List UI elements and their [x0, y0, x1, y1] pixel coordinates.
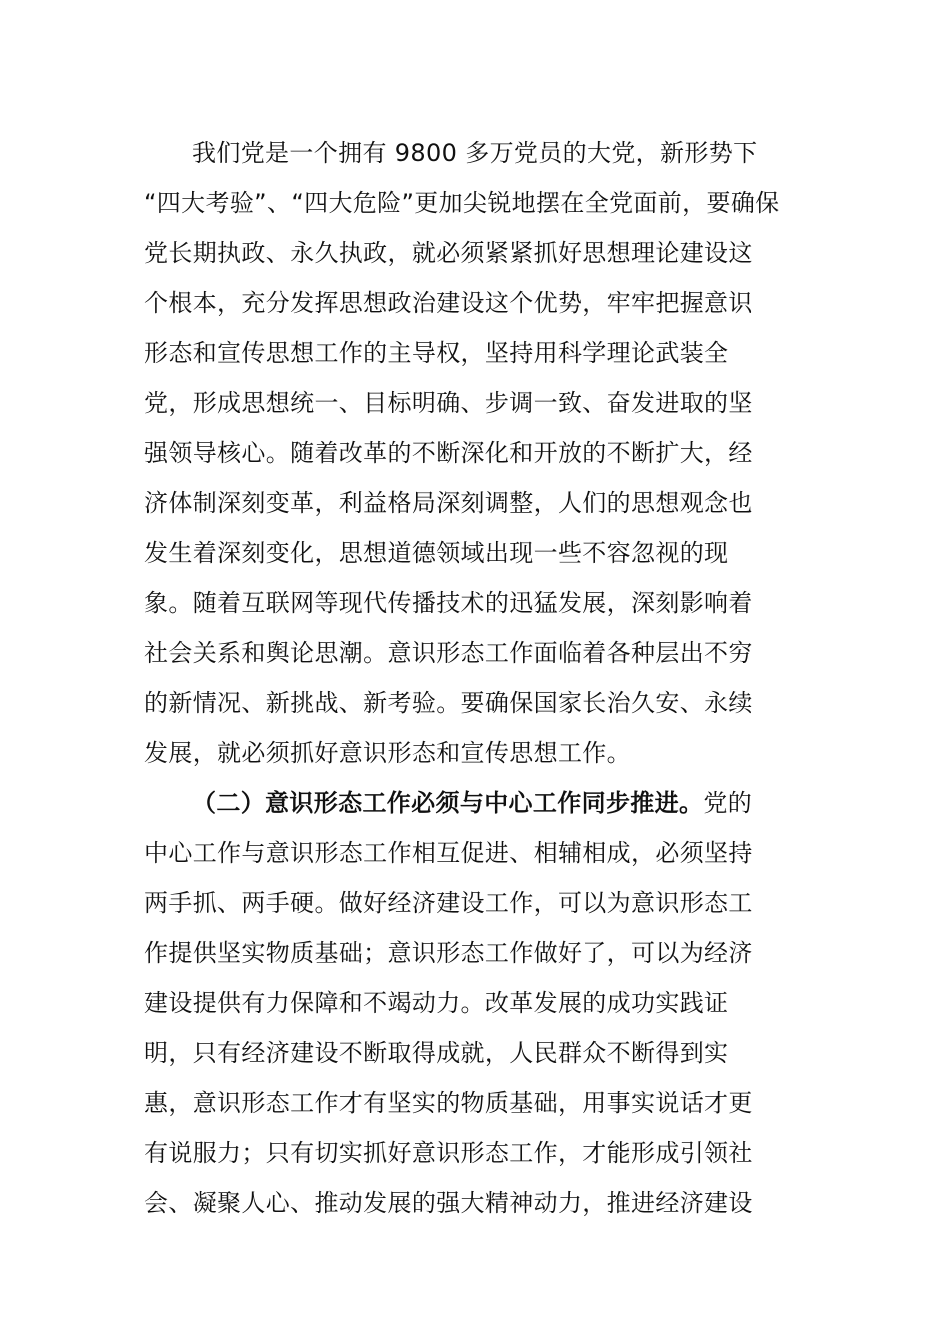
- document-body: [144, 128, 808, 1228]
- text-line: 建设提供有力保障和不竭动力。改革发展的成功实践证: [144, 989, 729, 1017]
- text-line: 象。随着互联网等现代传播技术的迅猛发展，深刻影响着: [144, 589, 753, 617]
- paragraph-2: [144, 778, 808, 1228]
- text-line: 有说服力；只有切实抓好意识形态工作，才能形成引领社: [144, 1139, 753, 1167]
- text-line: [144, 778, 808, 828]
- text-line: 强领导核心。随着改革的不断深化和开放的不断扩大，经: [144, 439, 753, 467]
- text-line: 发生着深刻变化，思想道德领域出现一些不容忽视的现: [144, 539, 729, 567]
- text-line: 惠，意识形态工作才有坚实的物质基础，用事实说话才更: [144, 1089, 753, 1117]
- text-line: “四大考验”、“四大危险”更加尖锐地摆在全党面前，要确保: [144, 189, 780, 217]
- text-line: 作提供坚实物质基础；意识形态工作做好了，可以为经济: [144, 939, 753, 967]
- text-line: 发展，就必须抓好意识形态和宣传思想工作。: [144, 739, 631, 767]
- text-line: 党长期执政、永久执政，就必须紧紧抓好思想理论建设这: [144, 239, 753, 267]
- text-line: 明，只有经济建设不断取得成就，人民群众不断得到实: [144, 1039, 729, 1067]
- text-line: 党，形成思想统一、目标明确、步调一致、奋发进取的坚: [144, 389, 753, 417]
- text-line: 我们党是一个拥有 9800 多万党员的大党，新形势下: [192, 139, 758, 167]
- text-line: 济体制深刻变革，利益格局深刻调整，人们的思想观念也: [144, 489, 753, 517]
- text-line: 个根本，充分发挥思想政治建设这个优势，牢牢把握意识: [144, 289, 753, 317]
- text-line: 中心工作与意识形态工作相互促进、相辅相成，必须坚持: [144, 839, 753, 867]
- text-line: 会、凝聚人心、推动发展的强大精神动力，推进经济建设: [144, 1189, 753, 1217]
- text-line: 两手抓、两手硬。做好经济建设工作，可以为意识形态工: [144, 889, 753, 917]
- text-line: 社会关系和舆论思潮。意识形态工作面临着各种层出不穷: [144, 639, 753, 667]
- section-heading: （二）意识形态工作必须与中心工作同步推进。: [192, 789, 704, 817]
- text-line: 的新情况、新挑战、新考验。要确保国家长治久安、永续: [144, 689, 753, 717]
- paragraph-1: [144, 128, 808, 778]
- text-line: 形态和宣传思想工作的主导权，坚持用科学理论武装全: [144, 339, 729, 367]
- heading-line-rest: 党的: [703, 789, 753, 817]
